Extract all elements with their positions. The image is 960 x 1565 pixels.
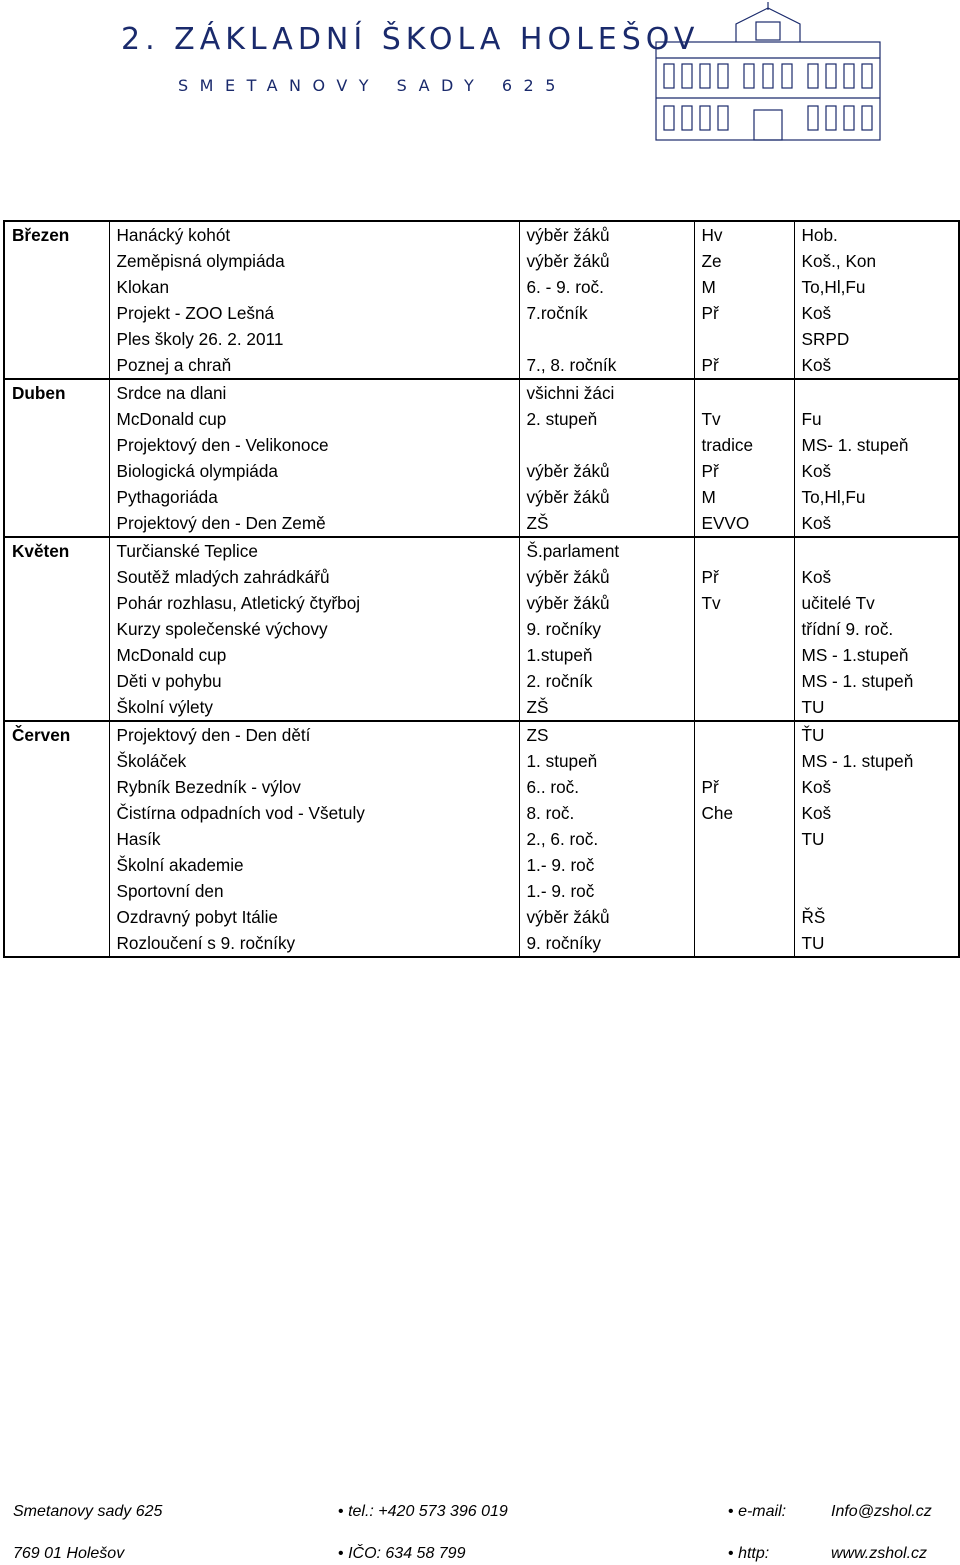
responsible-cell: Koš bbox=[794, 510, 959, 537]
month-cell bbox=[4, 694, 109, 721]
schedule-row bbox=[4, 904, 959, 930]
responsible-cell: ŘŠ bbox=[794, 904, 959, 930]
month-cell bbox=[4, 274, 109, 300]
school-address-header: SMETANOVY SADY 625 bbox=[178, 76, 567, 95]
footer-phone: tel.: +420 573 396 019 bbox=[348, 1503, 508, 1520]
participants-cell: 9. ročníky bbox=[519, 930, 694, 957]
event-name-cell: Školní akademie bbox=[109, 852, 519, 878]
event-name-cell: Školáček bbox=[109, 748, 519, 774]
participants-cell: ZŠ bbox=[519, 510, 694, 537]
participants-cell: 1.stupeň bbox=[519, 642, 694, 668]
month-cell bbox=[4, 432, 109, 458]
responsible-cell: Koš bbox=[794, 458, 959, 484]
participants-cell: 1.- 9. roč bbox=[519, 878, 694, 904]
school-title: 2. ZÁKLADNÍ ŠKOLA HOLEŠOV bbox=[121, 22, 700, 57]
schedule-row bbox=[4, 221, 959, 248]
responsible-cell: To,Hl,Fu bbox=[794, 274, 959, 300]
participants-cell: 2. ročník bbox=[519, 668, 694, 694]
schedule-row bbox=[4, 590, 959, 616]
footer-bullet: • bbox=[338, 1545, 344, 1562]
subject-cell bbox=[694, 904, 794, 930]
subject-cell: M bbox=[694, 484, 794, 510]
schedule-row bbox=[4, 564, 959, 590]
event-name-cell: Projektový den - Den dětí bbox=[109, 721, 519, 748]
event-name-cell: Rozloučení s 9. ročníky bbox=[109, 930, 519, 957]
schedule-row bbox=[4, 300, 959, 326]
schedule-row bbox=[4, 274, 959, 300]
footer-http-label: http: bbox=[738, 1545, 770, 1562]
subject-cell: Př bbox=[694, 300, 794, 326]
participants-cell: ZŠ bbox=[519, 694, 694, 721]
schedule-row bbox=[4, 248, 959, 274]
event-name-cell: Ozdravný pobyt Itálie bbox=[109, 904, 519, 930]
event-name-cell: Srdce na dlani bbox=[109, 379, 519, 406]
month-cell bbox=[4, 406, 109, 432]
month-cell bbox=[4, 458, 109, 484]
subject-cell: Př bbox=[694, 564, 794, 590]
responsible-cell bbox=[794, 878, 959, 904]
subject-cell: Př bbox=[694, 458, 794, 484]
school-building-logo bbox=[648, 2, 888, 142]
event-name-cell: Projektový den - Velikonoce bbox=[109, 432, 519, 458]
schedule-row bbox=[4, 668, 959, 694]
event-name-cell: Soutěž mladých zahrádkářů bbox=[109, 564, 519, 590]
responsible-cell: Koš bbox=[794, 800, 959, 826]
schedule-row bbox=[4, 826, 959, 852]
month-cell bbox=[4, 352, 109, 379]
schedule-row bbox=[4, 537, 959, 564]
event-name-cell: Kurzy společenské výchovy bbox=[109, 616, 519, 642]
participants-cell: 1.- 9. roč bbox=[519, 852, 694, 878]
event-name-cell: Turčianské Teplice bbox=[109, 537, 519, 564]
month-cell bbox=[4, 748, 109, 774]
event-name-cell: Školní výlety bbox=[109, 694, 519, 721]
footer-ico: IČO: 634 58 799 bbox=[348, 1545, 466, 1562]
event-name-cell: Projekt - ZOO Lešná bbox=[109, 300, 519, 326]
schedule-row bbox=[4, 379, 959, 406]
participants-cell: ZS bbox=[519, 721, 694, 748]
schedule-row bbox=[4, 748, 959, 774]
month-cell bbox=[4, 564, 109, 590]
event-name-cell: Hanácký kohót bbox=[109, 221, 519, 248]
month-cell: Duben bbox=[4, 379, 109, 406]
subject-cell: Hv bbox=[694, 221, 794, 248]
month-cell bbox=[4, 852, 109, 878]
subject-cell: Ze bbox=[694, 248, 794, 274]
participants-cell: výběr žáků bbox=[519, 904, 694, 930]
subject-cell bbox=[694, 379, 794, 406]
participants-cell: 9. ročníky bbox=[519, 616, 694, 642]
responsible-cell: třídní 9. roč. bbox=[794, 616, 959, 642]
responsible-cell: Hob. bbox=[794, 221, 959, 248]
responsible-cell bbox=[794, 537, 959, 564]
event-name-cell: McDonald cup bbox=[109, 642, 519, 668]
participants-cell: výběr žáků bbox=[519, 564, 694, 590]
schedule-row bbox=[4, 616, 959, 642]
event-name-cell: McDonald cup bbox=[109, 406, 519, 432]
month-cell bbox=[4, 484, 109, 510]
subject-cell bbox=[694, 694, 794, 721]
responsible-cell: Koš bbox=[794, 774, 959, 800]
subject-cell bbox=[694, 537, 794, 564]
schedule-row bbox=[4, 484, 959, 510]
participants-cell: 2., 6. roč. bbox=[519, 826, 694, 852]
participants-cell: 6.. roč. bbox=[519, 774, 694, 800]
subject-cell: Př bbox=[694, 352, 794, 379]
responsible-cell: Koš., Kon bbox=[794, 248, 959, 274]
schedule-row bbox=[4, 458, 959, 484]
responsible-cell: MS - 1.stupeň bbox=[794, 642, 959, 668]
subject-cell bbox=[694, 748, 794, 774]
participants-cell: výběr žáků bbox=[519, 221, 694, 248]
responsible-cell bbox=[794, 852, 959, 878]
participants-cell: všichni žáci bbox=[519, 379, 694, 406]
subject-cell: Tv bbox=[694, 406, 794, 432]
responsible-cell bbox=[794, 379, 959, 406]
month-cell bbox=[4, 326, 109, 352]
month-cell bbox=[4, 642, 109, 668]
month-cell bbox=[4, 668, 109, 694]
subject-cell: M bbox=[694, 274, 794, 300]
participants-cell: výběr žáků bbox=[519, 590, 694, 616]
responsible-cell: učitelé Tv bbox=[794, 590, 959, 616]
event-name-cell: Klokan bbox=[109, 274, 519, 300]
event-name-cell: Projektový den - Den Země bbox=[109, 510, 519, 537]
subject-cell bbox=[694, 642, 794, 668]
event-name-cell: Pohár rozhlasu, Atletický čtyřboj bbox=[109, 590, 519, 616]
footer-bullet: • bbox=[728, 1545, 734, 1562]
schedule-row bbox=[4, 721, 959, 748]
subject-cell bbox=[694, 616, 794, 642]
subject-cell: Che bbox=[694, 800, 794, 826]
month-cell bbox=[4, 930, 109, 957]
participants-cell: výběr žáků bbox=[519, 458, 694, 484]
participants-cell: výběr žáků bbox=[519, 248, 694, 274]
schedule-row bbox=[4, 642, 959, 668]
subject-cell bbox=[694, 668, 794, 694]
subject-cell bbox=[694, 930, 794, 957]
responsible-cell: TU bbox=[794, 826, 959, 852]
participants-cell: 8. roč. bbox=[519, 800, 694, 826]
responsible-cell: TU bbox=[794, 694, 959, 721]
schedule-row bbox=[4, 406, 959, 432]
participants-cell: 6. - 9. roč. bbox=[519, 274, 694, 300]
event-name-cell: Rybník Bezedník - výlov bbox=[109, 774, 519, 800]
schedule-row bbox=[4, 352, 959, 379]
month-cell bbox=[4, 774, 109, 800]
event-name-cell: Sportovní den bbox=[109, 878, 519, 904]
month-cell bbox=[4, 300, 109, 326]
responsible-cell: MS- 1. stupeň bbox=[794, 432, 959, 458]
schedule-row bbox=[4, 432, 959, 458]
event-name-cell: Hasík bbox=[109, 826, 519, 852]
month-cell bbox=[4, 878, 109, 904]
responsible-cell: MS - 1. stupeň bbox=[794, 668, 959, 694]
participants-cell: Š.parlament bbox=[519, 537, 694, 564]
event-name-cell: Zeměpisná olympiáda bbox=[109, 248, 519, 274]
subject-cell bbox=[694, 878, 794, 904]
footer-email-label: e-mail: bbox=[738, 1503, 787, 1520]
subject-cell: tradice bbox=[694, 432, 794, 458]
footer-address: Smetanovy sady 625 bbox=[13, 1503, 163, 1520]
schedule-row bbox=[4, 930, 959, 957]
schedule-row bbox=[4, 774, 959, 800]
footer-website[interactable]: www.zshol.cz bbox=[831, 1545, 928, 1562]
responsible-cell: Fu bbox=[794, 406, 959, 432]
month-cell bbox=[4, 826, 109, 852]
responsible-cell: Koš bbox=[794, 300, 959, 326]
subject-cell bbox=[694, 826, 794, 852]
event-name-cell: Děti v pohybu bbox=[109, 668, 519, 694]
month-cell bbox=[4, 616, 109, 642]
schedule-row bbox=[4, 694, 959, 721]
responsible-cell: Koš bbox=[794, 564, 959, 590]
event-name-cell: Biologická olympiáda bbox=[109, 458, 519, 484]
responsible-cell: Koš bbox=[794, 352, 959, 379]
participants-cell bbox=[519, 432, 694, 458]
event-name-cell: Čistírna odpadních vod - Všetuly bbox=[109, 800, 519, 826]
month-cell bbox=[4, 510, 109, 537]
schedule-row bbox=[4, 878, 959, 904]
events-schedule-table bbox=[3, 220, 960, 958]
subject-cell: Tv bbox=[694, 590, 794, 616]
schedule-row bbox=[4, 800, 959, 826]
responsible-cell: TU bbox=[794, 930, 959, 957]
month-cell bbox=[4, 590, 109, 616]
event-name-cell: Ples školy 26. 2. 2011 bbox=[109, 326, 519, 352]
event-name-cell: Pythagoriáda bbox=[109, 484, 519, 510]
schedule-row bbox=[4, 326, 959, 352]
footer-bullet: • bbox=[728, 1503, 734, 1520]
footer-city: 769 01 Holešov bbox=[13, 1545, 125, 1562]
event-name-cell: Poznej a chraň bbox=[109, 352, 519, 379]
subject-cell bbox=[694, 326, 794, 352]
schedule-row bbox=[4, 510, 959, 537]
responsible-cell: To,Hl,Fu bbox=[794, 484, 959, 510]
subject-cell: EVVO bbox=[694, 510, 794, 537]
participants-cell: 7., 8. ročník bbox=[519, 352, 694, 379]
month-cell bbox=[4, 800, 109, 826]
month-cell: Květen bbox=[4, 537, 109, 564]
participants-cell: 1. stupeň bbox=[519, 748, 694, 774]
month-cell: Červen bbox=[4, 721, 109, 748]
responsible-cell: ŤU bbox=[794, 721, 959, 748]
subject-cell bbox=[694, 721, 794, 748]
footer-bullet: • bbox=[338, 1503, 344, 1520]
participants-cell: 7.ročník bbox=[519, 300, 694, 326]
month-cell bbox=[4, 904, 109, 930]
schedule-row bbox=[4, 852, 959, 878]
month-cell: Březen bbox=[4, 221, 109, 248]
participants-cell: 2. stupeň bbox=[519, 406, 694, 432]
responsible-cell: SRPD bbox=[794, 326, 959, 352]
footer-email[interactable]: Info@zshol.cz bbox=[831, 1503, 932, 1520]
participants-cell: výběr žáků bbox=[519, 484, 694, 510]
participants-cell bbox=[519, 326, 694, 352]
month-cell bbox=[4, 248, 109, 274]
responsible-cell: MS - 1. stupeň bbox=[794, 748, 959, 774]
subject-cell bbox=[694, 852, 794, 878]
subject-cell: Př bbox=[694, 774, 794, 800]
